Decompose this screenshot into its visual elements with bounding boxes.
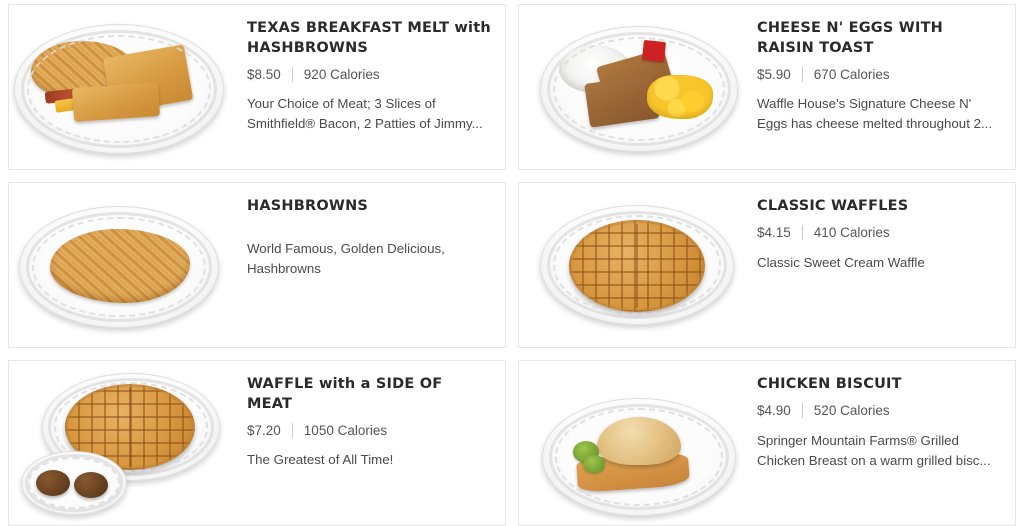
waffle-split-line-icon: [636, 224, 638, 309]
meta-separator: [802, 67, 803, 82]
menu-item-body: [751, 5, 1015, 169]
menu-item-meta: [247, 422, 491, 438]
raisin-toast-food-icon: [596, 48, 676, 112]
menu-item-image: [519, 183, 751, 347]
menu-item-title: CHEESE N' EGGS WITH RAISIN TOAST: [757, 20, 944, 56]
plate-rim-icon: [26, 212, 212, 322]
menu-item-calories: 920 Calories: [303, 66, 380, 82]
pickle-slice-icon: [573, 441, 599, 463]
toast-food-icon: [72, 82, 160, 122]
menu-item-calories: 1050 Calories: [303, 422, 388, 438]
plate-icon: [19, 206, 219, 328]
menu-item-body: [241, 5, 505, 169]
menu-item-meta: [757, 66, 1001, 82]
meta-separator: [292, 423, 293, 438]
menu-item-calories: 410 Calories: [813, 225, 890, 241]
menu-item-price: $5.90: [757, 66, 791, 82]
grits-food-icon: [559, 45, 631, 93]
menu-item-body: [241, 183, 505, 347]
menu-item-calories: 520 Calories: [813, 403, 890, 419]
menu-item-title: WAFFLE with a SIDE OF MEAT: [247, 376, 443, 412]
menu-item-description: Springer Mountain Farms® Grilled Chicken Breast on a warm grilled bisc...: [757, 432, 991, 468]
menu-item-description: Waffle House's Signature Cheese N' Eggs has cheese melted throughout 2...: [757, 96, 993, 132]
plate-rim-icon: [25, 454, 123, 511]
hashbrowns-food-icon: [31, 41, 135, 101]
meta-separator: [802, 403, 803, 418]
menu-item-title: CHICKEN BISCUIT: [757, 376, 902, 392]
pickle-slice-icon: [583, 455, 605, 473]
cheese-food-icon: [55, 89, 140, 113]
plate-rim-icon: [549, 404, 730, 511]
menu-item-body: [751, 183, 1015, 347]
menu-item-calories: 670 Calories: [813, 66, 890, 82]
menu-item-meta: [247, 66, 491, 82]
menu-item-meta: [757, 403, 1001, 419]
menu-item-card[interactable]: [518, 4, 1016, 170]
menu-item-title: HASHBROWNS: [247, 198, 369, 214]
bacon-food-icon: [45, 82, 138, 104]
menu-item-body: [751, 361, 1015, 525]
menu-item-body: [241, 361, 505, 525]
menu-item-image: [9, 361, 241, 525]
plate-icon: [540, 205, 734, 325]
plate-rim-icon: [547, 211, 728, 320]
menu-item-description: Classic Sweet Cream Waffle: [757, 254, 925, 270]
menu-item-card[interactable]: [8, 360, 506, 526]
plate-icon: [542, 398, 736, 516]
menu-item-image: [519, 5, 751, 169]
jelly-packet-icon: [642, 40, 666, 62]
menu-item-card[interactable]: [518, 182, 1016, 348]
biscuit-food-icon: [597, 417, 681, 465]
menu-item-price: $8.50: [247, 66, 281, 82]
menu-item-image: [9, 183, 241, 347]
menu-item-title: TEXAS BREAKFAST MELT with HASHBROWNS: [247, 20, 491, 56]
plate-icon: [14, 24, 224, 154]
waffle-food-icon: [569, 220, 705, 312]
menu-item-card[interactable]: [8, 182, 506, 348]
raisin-toast-food-icon: [584, 74, 659, 127]
menu-item-description: Your Choice of Meat; 3 Slices of Smithfield® Bacon, 2 Patties of Jimmy...: [247, 96, 483, 132]
menu-item-image: [519, 361, 751, 525]
meta-separator: [802, 225, 803, 240]
menu-item-description: The Greatest of All Time!: [247, 452, 394, 468]
chicken-breast-food-icon: [576, 451, 690, 493]
menu-item-card[interactable]: [8, 4, 506, 170]
sausage-patty-icon: [74, 472, 108, 498]
menu-item-price: $7.20: [247, 422, 281, 438]
menu-item-meta: [757, 225, 1001, 241]
waffle-split-line-icon: [129, 387, 131, 466]
side-plate-icon: [21, 451, 127, 515]
scrambled-eggs-food-icon: [647, 75, 713, 119]
plate-icon: [540, 26, 738, 152]
sausage-patty-icon: [36, 470, 70, 496]
hashbrowns-food-icon: [50, 229, 190, 303]
meta-separator: [292, 67, 293, 82]
toast-food-icon: [103, 44, 193, 113]
menu-item-card[interactable]: [518, 360, 1016, 526]
menu-item-title: CLASSIC WAFFLES: [757, 198, 909, 214]
menu-item-description: World Famous, Golden Delicious, Hashbrowns: [247, 240, 445, 276]
menu-item-image: [9, 5, 241, 169]
menu-item-price: $4.15: [757, 225, 791, 241]
menu-item-price: $4.90: [757, 403, 791, 419]
